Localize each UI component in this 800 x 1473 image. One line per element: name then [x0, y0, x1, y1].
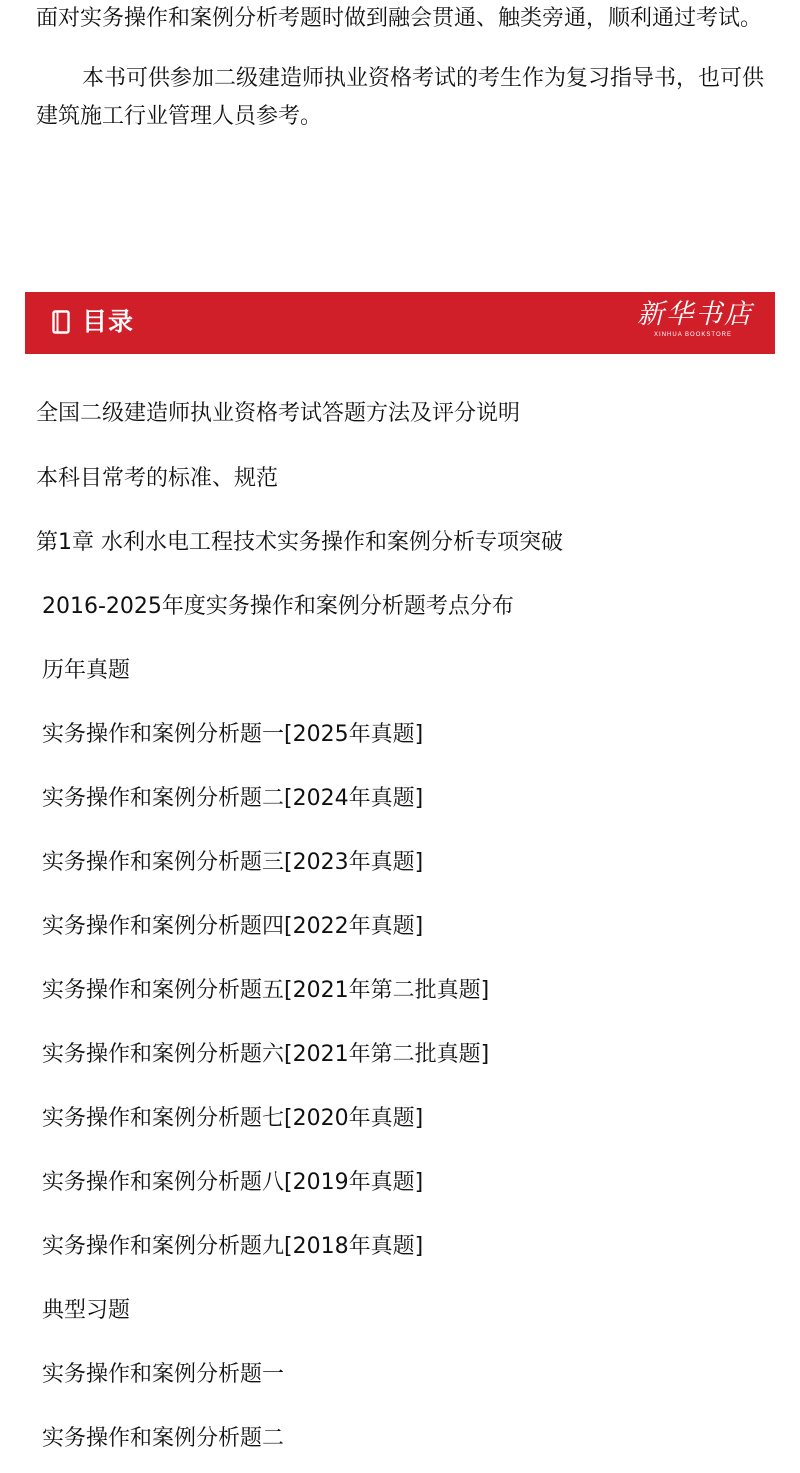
toc-item[interactable]: 本科目常考的标准、规范 — [36, 466, 279, 491]
toc-item[interactable]: 第1章 水利水电工程技术实务操作和案例分析专项突破 — [36, 530, 563, 555]
toc-item[interactable]: 实务操作和案例分析题五[2021年第二批真题] — [42, 978, 490, 1003]
toc-item[interactable]: 实务操作和案例分析题七[2020年真题] — [42, 1106, 424, 1131]
brand-subtitle: XINHUA BOOKSTORE — [654, 332, 732, 338]
toc-item[interactable]: 实务操作和案例分析题二[2024年真题] — [42, 786, 424, 811]
toc-item[interactable]: 典型习题 — [42, 1298, 131, 1323]
toc-item[interactable]: 全国二级建造师执业资格考试答题方法及评分说明 — [36, 401, 521, 426]
toc-item[interactable]: 实务操作和案例分析题一 — [42, 1362, 285, 1387]
toc-item[interactable]: 实务操作和案例分析题八[2019年真题] — [42, 1170, 424, 1195]
brand-logo-text: 新华书店 — [637, 299, 753, 330]
toc-item[interactable]: 2016-2025年度实务操作和案例分析题考点分布 — [42, 594, 514, 619]
intro-paragraph: 本书可供参加二级建造师执业资格考试的考生作为复习指导书，也可供建筑施工行业管理人员参考。 — [36, 66, 765, 129]
toc-item[interactable]: 历年真题 — [42, 658, 131, 683]
toc-item[interactable]: 实务操作和案例分析题六[2021年第二批真题] — [42, 1042, 490, 1067]
intro-paragraph: 面对实务操作和案例分析考题时做到融会贯通、触类旁通，顺利通过考试。 — [36, 6, 763, 31]
toc-title: 目录 — [82, 307, 135, 336]
toc-item[interactable]: 实务操作和案例分析题四[2022年真题] — [42, 914, 424, 939]
toc-item[interactable]: 实务操作和案例分析题一[2025年真题] — [42, 722, 424, 747]
toc-item[interactable]: 实务操作和案例分析题二 — [42, 1426, 285, 1451]
toc-item[interactable]: 实务操作和案例分析题九[2018年真题] — [42, 1234, 424, 1259]
toc-item[interactable]: 实务操作和案例分析题三[2023年真题] — [42, 850, 424, 875]
